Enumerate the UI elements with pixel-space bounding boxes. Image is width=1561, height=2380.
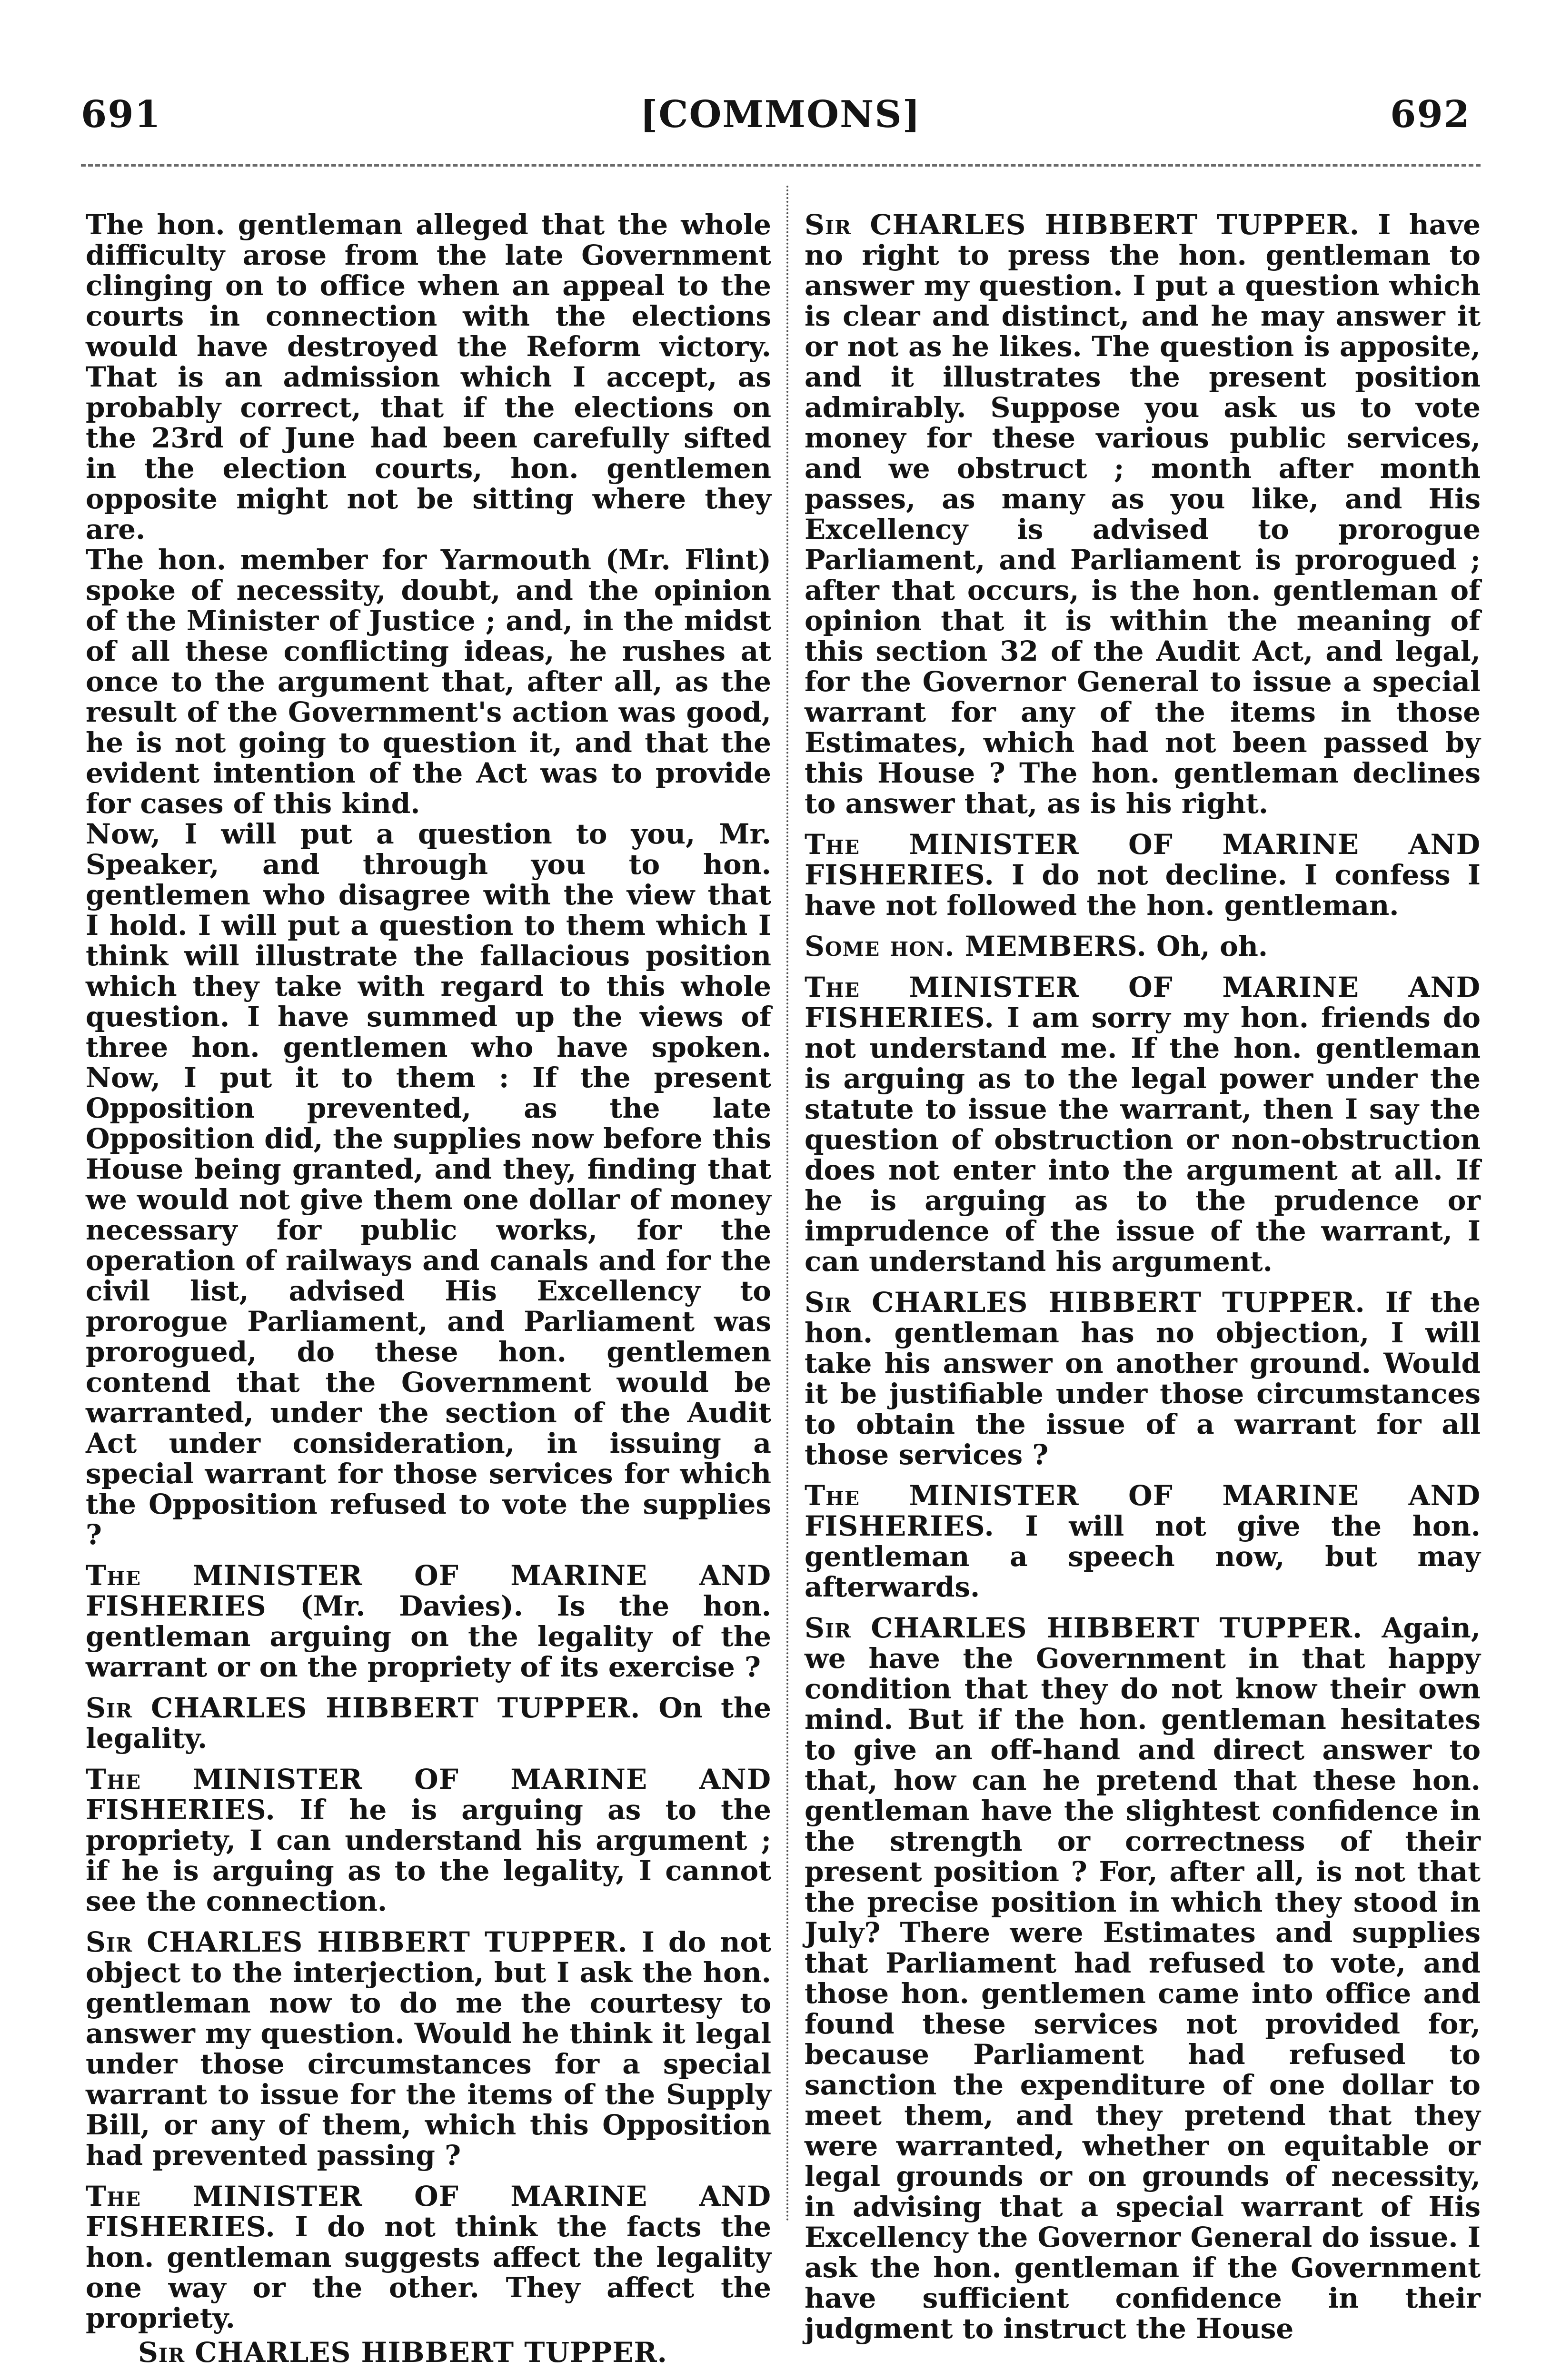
header-rule xyxy=(81,164,1481,167)
speech xyxy=(86,1693,771,1754)
speech xyxy=(805,1613,1481,2344)
speaker-name: Some hon. MEMBERS. xyxy=(805,930,1147,962)
speech xyxy=(805,1287,1481,1470)
speech-text: I am sorry my hon. friends do not understand me. If the hon. gentleman is arguing as to the legal power under the statute to issue the warrant, then I say the question of obstruction or non-obstruction does not enter into the argument at all. If he is arguing as to the prudence or imprudence of the issue of the warrant, I can understand his argument. xyxy=(805,1002,1481,1278)
speech xyxy=(86,2181,771,2333)
speaker-name: Sir CHARLES HIBBERT TUPPER. xyxy=(86,1692,641,1724)
speaker-name: Sir CHARLES HIBBERT TUPPER. xyxy=(86,1926,628,1958)
speech xyxy=(86,1560,771,1682)
speech xyxy=(86,1764,771,1916)
page-header xyxy=(0,0,1561,162)
speaker-name: The MINISTER OF MARINE AND FISHERIES. xyxy=(805,1479,1481,1542)
speech-text: I do not decline. I confess I have not followed the hon. gentleman. xyxy=(805,859,1481,922)
speech-text: I have no right to press the hon. gentleman to answer my question. I put a question which is clear and distinct, and he may answer it or not as he likes. The question is apposite, and it illustrates the present position admirably. Suppose you ask us to vote money for these various public services, and we obstruct ; month after month passes, as many as you like, and His Excellency is advised to prorogue Parliament, and Parliament is prorogued ; after that occurs, is the hon. gentleman of opinion that it is within the meaning of this section 32 of the Audit Act, and legal, for the Governor General to issue a special warrant for any of the items in those Estimates, which had not been passed by this House ? The hon. gentleman declines to answer that, as is his right. xyxy=(805,208,1481,820)
speaker-name: The MINISTER OF MARINE AND FISHERIES. xyxy=(86,2180,771,2243)
speech xyxy=(805,972,1481,1277)
speech xyxy=(805,931,1481,962)
speech xyxy=(805,829,1481,921)
paragraph: The hon. member for Yarmouth (Mr. Flint) spoke of necessity, doubt, and the opinion of the Minister of Justice ; and, in the midst of all these conflicting ideas, he rushes at once to the argument that, after all, as the result of the Government's action was good, he is not going to question it, and that the evident intention of the Act was to provide for cases of this kind. xyxy=(86,544,771,820)
speech-text: Again, we have the Government in that happy condition that they do not know their own mind. But if the hon. gentleman hesitates to give an off-hand and direct answer to that, how can he pretend that these hon. gentleman have the slightest confidence in the strength or correctness of their present position ? For, after all, is not that the precise position in which they stood in July? There were Estimates and supplies that Parliament had refused to vote, and those hon. gentlemen came into office and found these services not provided for, because Parliament had refused to sanction the expenditure of one dollar to meet them, and they pretend that they were warranted, whether on equitable or legal grounds or on grounds of necessity, in advising that a special warrant of His Excellency the Governor General do issue. I ask the hon. gentleman if the Government have sufficient confidence in their judgment to instruct the House xyxy=(805,1612,1481,2345)
speech xyxy=(805,1480,1481,1602)
page-number-left: 691 xyxy=(81,93,161,136)
right-column xyxy=(805,209,1481,2344)
speech-text: Oh, oh. xyxy=(1146,930,1268,962)
speech xyxy=(86,1927,771,2171)
speaker-name: The MINISTER OF MARINE AND FISHERIES. xyxy=(805,828,1481,891)
speech-text: On the legality. xyxy=(86,1692,771,1755)
paragraph: Now, I will put a question to you, Mr. Speaker, and through you to hon. gentlemen who disagree with the view that I hold. I will put a question to them which I think will illustrate the fallacious position which they take with regard to this whole question. I have summed up the views of three hon. gentlemen who have spoken. Now, I put it to them : If the present Opposition prevented, as the late Opposition did, the supplies now before this House being granted, and they, finding that we would not give them one dollar of money necessary for public works, for the operation of railways and canals and for the civil list, advised His Excellency to prorogue Parliament, and Parliament was prorogued, do these hon. gentlemen contend that the Government would be warranted, under the section of the Audit Act under consideration, in issuing a special warrant for those services for which the Opposition refused to vote the supplies ? xyxy=(86,818,771,1551)
speech-text: I will not give the hon. gentleman a speech now, but may afterwards. xyxy=(805,1510,1481,1603)
paragraph: The hon. gentleman alleged that the whole difficulty arose from the late Government clinging on to office when an appeal to the courts in connection with the elections would have destroyed the Reform victory. That is an admission which I accept, as probably correct, that if the elections on the 23rd of June had been carefully sifted in the election courts, hon. gentlemen opposite might not be sitting where they are. xyxy=(86,208,771,545)
speaker-name: The MINISTER OF MARINE AND FISHERIES. xyxy=(805,971,1481,1034)
speech-text: If he is arguing as to the propriety, I can understand his argument ; if he is arguing as to the legality, I cannot see the connection. xyxy=(86,1794,771,1917)
speech-text: I do not object to the interjection, but I ask the hon. gentleman now to do me the courtesy to answer my question. Would he think it legal under those circumstances for a special warrant to issue for the items of the Supply Bill, or any of them, which this Opposition had prevented passing ? xyxy=(86,1926,771,2172)
speech-text: If the hon. gentleman has no objection, I will take his answer on another ground. Would it be justifiable under those circumstances to obtain the issue of a warrant for all those services ? xyxy=(805,1286,1481,1471)
column-divider xyxy=(786,186,788,2223)
speech-text: (Mr. Davies). Is the hon. gentleman arguing on the legality of the warrant or on the propriety of its exercise ? xyxy=(86,1590,771,1683)
speaker-name: The MINISTER OF MARINE AND FISHERIES. xyxy=(86,1763,771,1826)
continued-speaker: Sir CHARLES HIBBERT TUPPER. xyxy=(138,2336,667,2369)
page-number-right: 692 xyxy=(1390,93,1471,136)
speaker-name: The MINISTER OF MARINE AND FISHERIES xyxy=(86,1559,771,1622)
speaker-name: Sir CHARLES HIBBERT TUPPER. xyxy=(805,1612,1363,1644)
speaker-name: Sir CHARLES HIBBERT TUPPER. xyxy=(805,208,1360,241)
speaker-name: Sir CHARLES HIBBERT TUPPER. xyxy=(805,1286,1365,1319)
page-title: [COMMONS] xyxy=(640,93,921,136)
speech-text: I do not think the facts the hon. gentleman suggests affect the legality one way or the other. They affect the propriety. xyxy=(86,2211,771,2334)
speech xyxy=(805,209,1481,819)
left-column xyxy=(86,209,771,2368)
